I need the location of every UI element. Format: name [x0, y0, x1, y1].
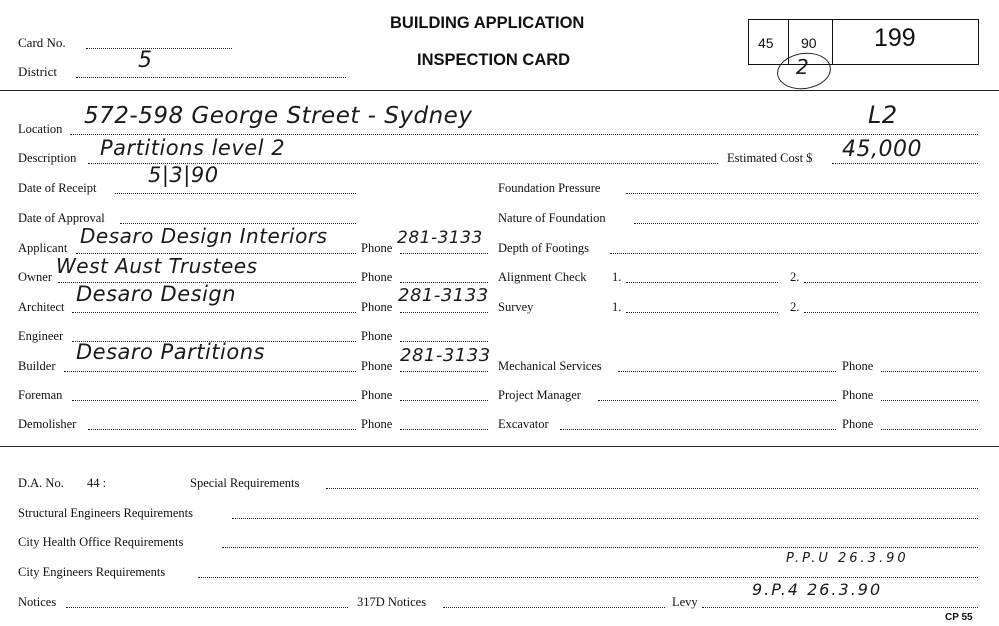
location-label: Location — [18, 122, 63, 136]
nature-foundation-line — [634, 223, 978, 224]
architect-label: Architect — [18, 300, 65, 314]
estimated-cost-line — [832, 163, 978, 164]
architect-line — [72, 312, 356, 313]
foreman-line — [72, 400, 356, 401]
district-value: 5 — [138, 48, 153, 73]
structural-line — [232, 518, 978, 519]
estimated-cost-label: Estimated Cost $ — [727, 151, 813, 165]
foundation-pressure-line — [626, 193, 978, 194]
special-requirements-line — [326, 488, 978, 489]
owner-label: Owner — [18, 270, 53, 284]
foreman-label: Foreman — [18, 388, 63, 402]
depth-footings-label: Depth of Footings — [498, 241, 589, 255]
reference-year-b: 90 — [801, 35, 817, 51]
structural-label: Structural Engineers Requirements — [18, 506, 193, 520]
notices-317d-line — [443, 607, 665, 608]
project-manager-line — [598, 400, 836, 401]
demolisher-label: Demolisher — [18, 417, 77, 431]
builder-label: Builder — [18, 359, 56, 373]
special-requirements-label: Special Requirements — [190, 476, 300, 490]
alignment-check-label: Alignment Check — [498, 270, 587, 284]
description-value: Partitions level 2 — [100, 136, 286, 160]
survey-label: Survey — [498, 300, 534, 314]
builder-phone-label: Phone — [361, 359, 393, 373]
project-manager-phone-label: Phone — [842, 388, 874, 402]
location-note: L2 — [868, 101, 898, 129]
excavator-phone-line — [881, 429, 978, 430]
alignment-line-1 — [626, 282, 778, 283]
applicant-phone-value: 281-3133 — [397, 228, 483, 248]
date-approval-label: Date of Approval — [18, 211, 105, 225]
health-label: City Health Office Requirements — [18, 535, 184, 549]
form-title-line2: INSPECTION CARD — [417, 51, 571, 69]
date-receipt-value: 5|3|90 — [148, 163, 219, 187]
city-engineers-label: City Engineers Requirements — [18, 565, 166, 579]
applicant-value: Desaro Design Interiors — [80, 224, 328, 248]
circled-number: 2 — [796, 55, 810, 79]
survey-line-1 — [626, 312, 778, 313]
demolisher-phone-line — [400, 429, 488, 430]
district-label: District — [18, 64, 57, 79]
notices-label: Notices — [18, 595, 57, 609]
estimated-cost-value: 45,000 — [842, 137, 922, 162]
header-rule — [0, 90, 999, 91]
demolisher-phone-label: Phone — [361, 417, 393, 431]
district-line — [76, 77, 346, 78]
card-no-line — [86, 48, 232, 49]
excavator-phone-label: Phone — [842, 417, 874, 431]
survey-num-2: 2. — [790, 300, 800, 314]
applicant-phone-line — [400, 253, 488, 254]
da-no-value: 44 : — [87, 476, 107, 490]
architect-phone-label: Phone — [361, 300, 393, 314]
project-manager-label: Project Manager — [498, 388, 581, 402]
owner-phone-line — [400, 282, 488, 283]
section-rule — [0, 446, 999, 447]
form-code: CP 55 — [945, 612, 973, 623]
health-line — [222, 547, 978, 548]
builder-line — [64, 371, 356, 372]
demolisher-line — [88, 429, 356, 430]
architect-phone-line — [400, 312, 488, 313]
applicant-phone-label: Phone — [361, 241, 393, 255]
alignment-num-2: 2. — [790, 270, 800, 284]
engineer-label: Engineer — [18, 329, 64, 343]
builder-phone-value: 281-3133 — [400, 345, 491, 366]
reference-number: 199 — [874, 24, 916, 52]
card-no-label: Card No. — [18, 35, 66, 50]
city-engineers-value: P.P.U 26.3.90 — [786, 551, 909, 566]
city-engineers-line — [198, 577, 978, 578]
depth-footings-line — [610, 253, 978, 254]
foreman-phone-label: Phone — [361, 388, 393, 402]
alignment-line-2 — [804, 282, 978, 283]
date-receipt-line — [115, 193, 356, 194]
levy-label: Levy — [672, 595, 698, 609]
reference-box — [748, 19, 979, 65]
excavator-label: Excavator — [498, 417, 549, 431]
foreman-phone-line — [400, 400, 488, 401]
owner-value: West Aust Trustees — [56, 254, 258, 278]
notices-line — [66, 607, 348, 608]
builder-value: Desaro Partitions — [76, 340, 265, 364]
da-no-label: D.A. No. — [18, 476, 64, 490]
levy-value: 9.P.4 26.3.90 — [752, 580, 883, 599]
nature-foundation-label: Nature of Foundation — [498, 211, 606, 225]
mechanical-phone-label: Phone — [842, 359, 874, 373]
foundation-pressure-label: Foundation Pressure — [498, 181, 601, 195]
reference-year-a: 45 — [758, 35, 774, 51]
owner-phone-label: Phone — [361, 270, 393, 284]
mechanical-label: Mechanical Services — [498, 359, 602, 373]
date-receipt-label: Date of Receipt — [18, 181, 97, 195]
excavator-line — [560, 429, 836, 430]
mechanical-phone-line — [881, 371, 978, 372]
engineer-phone-line — [400, 341, 488, 342]
form-title-line1: BUILDING APPLICATION — [390, 14, 585, 32]
notices-317d-label: 317D Notices — [357, 595, 427, 609]
reference-divider-2 — [832, 19, 833, 65]
builder-phone-line — [400, 371, 488, 372]
location-line — [70, 134, 978, 135]
alignment-num-1: 1. — [612, 270, 622, 284]
applicant-label: Applicant — [18, 241, 68, 255]
mechanical-line — [618, 371, 836, 372]
engineer-phone-label: Phone — [361, 329, 393, 343]
architect-value: Desaro Design — [76, 282, 237, 306]
location-value: 572-598 George Street - Sydney — [84, 103, 473, 129]
survey-line-2 — [804, 312, 978, 313]
survey-num-1: 1. — [612, 300, 622, 314]
levy-line — [702, 607, 978, 608]
description-label: Description — [18, 151, 77, 165]
project-manager-phone-line — [881, 400, 978, 401]
architect-phone-value: 281-3133 — [398, 285, 489, 306]
